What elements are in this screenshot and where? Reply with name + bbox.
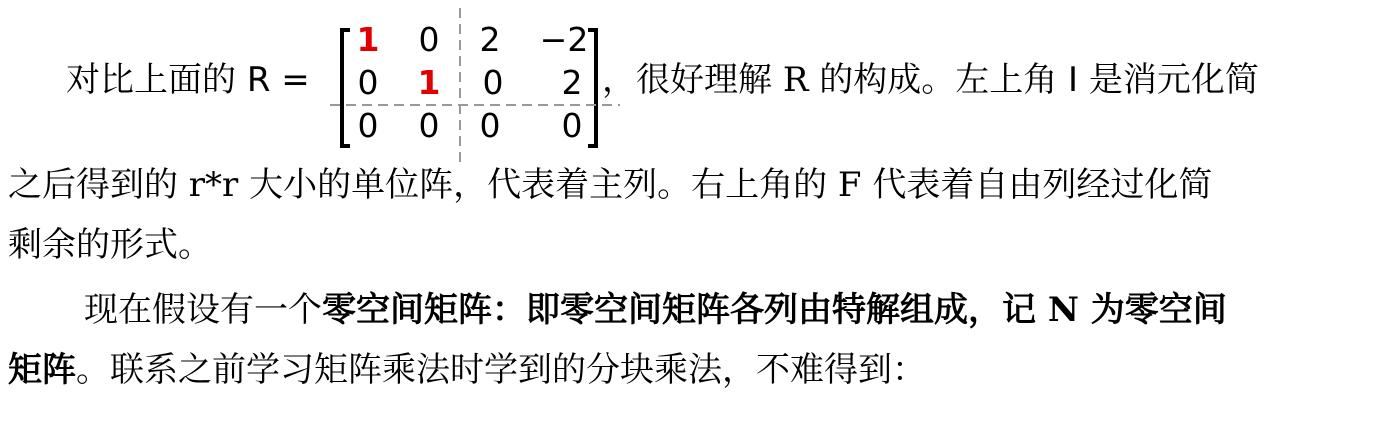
matrix-cell-2-0: 0 (357, 106, 379, 145)
matrix-cell-0-2: 2 (479, 20, 501, 59)
line-1-lead: 对比上面的 (66, 60, 236, 100)
line-1 (66, 60, 310, 100)
line-1-tail (602, 60, 1259, 100)
line-5-normal: 。联系之前学习矩阵乘法时学到的分块乘法，不难得到： (76, 350, 926, 390)
identity-symbol: I (1068, 60, 1079, 100)
line-4 (84, 290, 1227, 330)
line-3: 剩余的形式。 (8, 225, 212, 265)
matrix-cell-1-2: 0 (482, 63, 504, 102)
matrix-cell-2-1: 0 (418, 106, 440, 145)
line-2: 之后得到的 r*r 大小的单位阵，代表着主列。右上角的 F 代表着自由列经过化简 (8, 165, 1213, 205)
matrix-cell-2-3: 0 (561, 106, 583, 145)
line-4-normal: 现在假设有一个 (84, 290, 322, 330)
matrix-cell-0-3: −2 (539, 20, 589, 59)
matrix-cell-1-1: 1 (417, 63, 441, 102)
matrix-cell-0-0: 1 (356, 20, 380, 59)
matrix-cell-0-1: 0 (418, 20, 440, 59)
line-1-end: 是消元化简 (1088, 60, 1259, 100)
r-equals: R = (246, 60, 310, 100)
line-5-bold: 矩阵 (8, 350, 76, 390)
matrix-cell-1-0: 0 (357, 63, 379, 102)
line-4-bold: 零空间矩阵：即零空间矩阵各列由特解组成，记 N 为零空间 (322, 290, 1227, 330)
line-5 (8, 350, 926, 390)
matrix-cell-2-2: 0 (479, 106, 501, 145)
matrix-cell-1-3: 2 (561, 63, 583, 102)
line-1-after-symbol: R 的构成。左上角 (782, 60, 1058, 100)
line-1-after-matrix: ，很好理解 (602, 60, 772, 100)
